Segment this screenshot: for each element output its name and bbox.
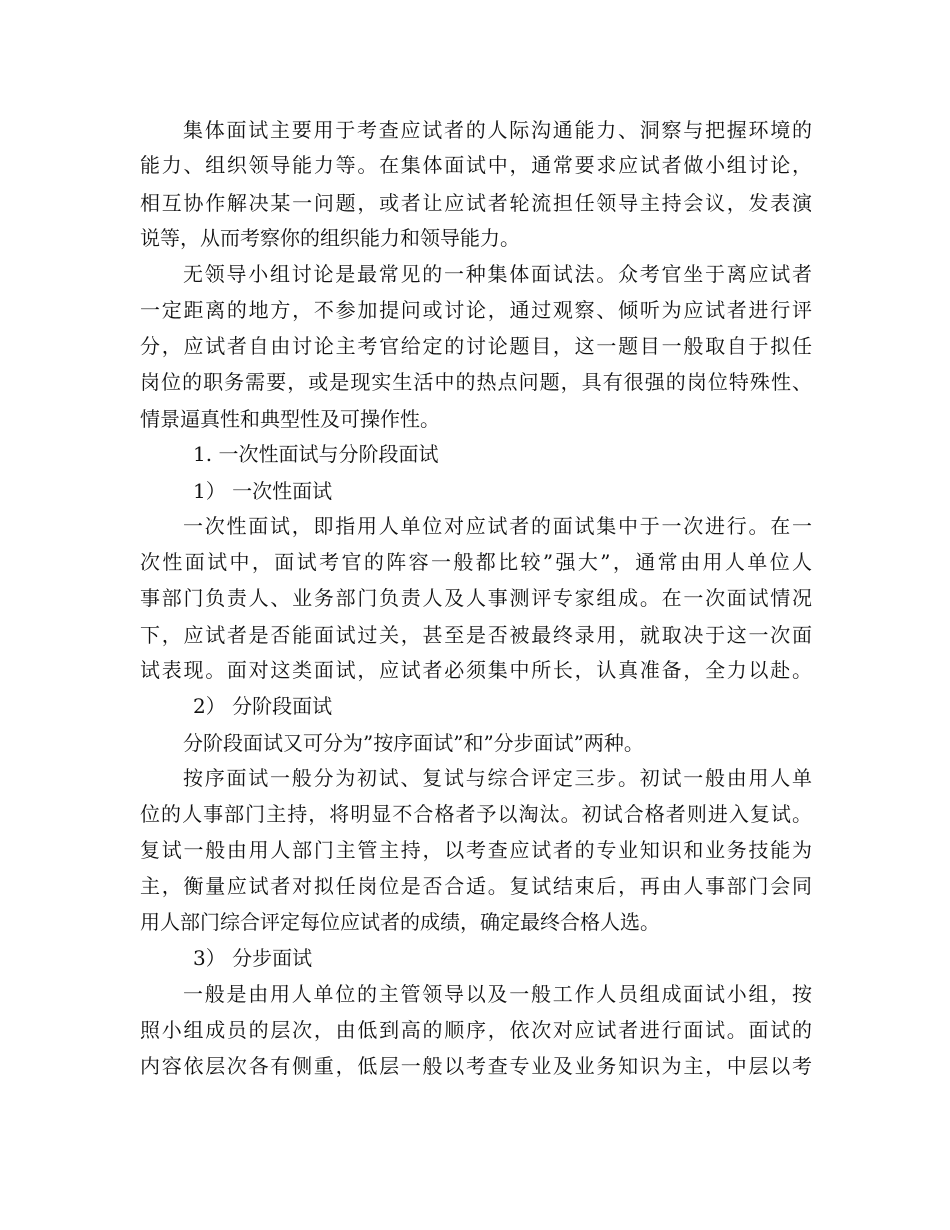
paragraph-4-line-1: 分阶段面试又可分为”按序面试”和”分步面试”两种。 [183,731,644,755]
paragraph-2-line-1: 无领导小组讨论是最常见的一种集体面试法。众考官坐于离应试者 [183,262,812,286]
paragraph-2-line-5: 情景逼真性和典型性及可操作性。 [140,407,440,431]
paragraph-2-line-4: 岗位的职务需要，或是现实生活中的热点问题，具有很强的岗位特殊性、 [140,370,812,394]
paragraph-3-line-4: 下，应试者是否能面试过关，甚至是否被最终录用，就取决于这一次面 [140,623,812,647]
paragraph-2-line-3: 分，应试者自由讨论主考官给定的讨论题目，这一题目一般取自于拟任 [140,334,812,358]
paragraph-1-line-4: 说等，从而考察你的组织能力和领导能力。 [140,226,520,250]
paragraph-5-line-3: 复试一般由用人部门主管主持，以考查应试者的专业知识和业务技能为 [140,838,812,862]
paragraph-3-line-1: 一次性面试，即指用人单位对应试者的面试集中于一次进行。在一 [183,514,812,538]
paragraph-5-line-5: 用人部门综合评定每位应试者的成绩，确定最终合格人选。 [140,910,660,934]
paragraph-6-line-2: 照小组成员的层次，由低到高的顺序，依次对应试者进行面试。面试的 [140,1018,812,1042]
paragraph-3-line-5: 试表现。面对这类面试，应试者必须集中所长，认真准备，全力以赴。 [140,658,812,682]
paragraph-2-line-2: 一定距离的地方，不参加提问或讨论，通过观察、倾听为应试者进行评 [140,298,812,322]
subheading-staged-interview: 2） 分阶段面试 [193,694,333,718]
subheading-step-interview: 3） 分步面试 [193,946,313,970]
paragraph-3-line-3: 事部门负责人、业务部门负责人及人事测评专家组成。在一次面试情况 [140,586,812,610]
paragraph-6-line-1: 一般是由用人单位的主管领导以及一般工作人员组成面试小组，按 [183,982,812,1006]
subheading-one-time-interview: 1） 一次性面试 [193,479,333,503]
section-heading-1: 1. 一次性面试与分阶段面试 [193,442,439,466]
paragraph-5-line-2: 位的人事部门主持，将明显不合格者予以淘汰。初试合格者则进入复试。 [140,802,812,826]
paragraph-6-line-3: 内容依层次各有侧重，低层一般以考查专业及业务知识为主，中层以考 [140,1054,812,1078]
paragraph-5-line-1: 按序面试一般分为初试、复试与综合评定三步。初试一般由用人单 [183,766,812,790]
paragraph-1-line-3: 相互协作解决某一问题，或者让应试者轮流担任领导主持会议，发表演 [140,191,812,215]
paragraph-3-line-2: 次性面试中，面试考官的阵容一般都比较”强大”，通常由用人单位人 [140,550,812,574]
paragraph-1-line-1: 集体面试主要用于考查应试者的人际沟通能力、洞察与把握环境的 [183,118,812,142]
paragraph-1-line-2: 能力、组织领导能力等。在集体面试中，通常要求应试者做小组讨论， [140,153,812,177]
paragraph-5-line-4: 主，衡量应试者对拟任岗位是否合适。复试结束后，再由人事部门会同 [140,874,812,898]
